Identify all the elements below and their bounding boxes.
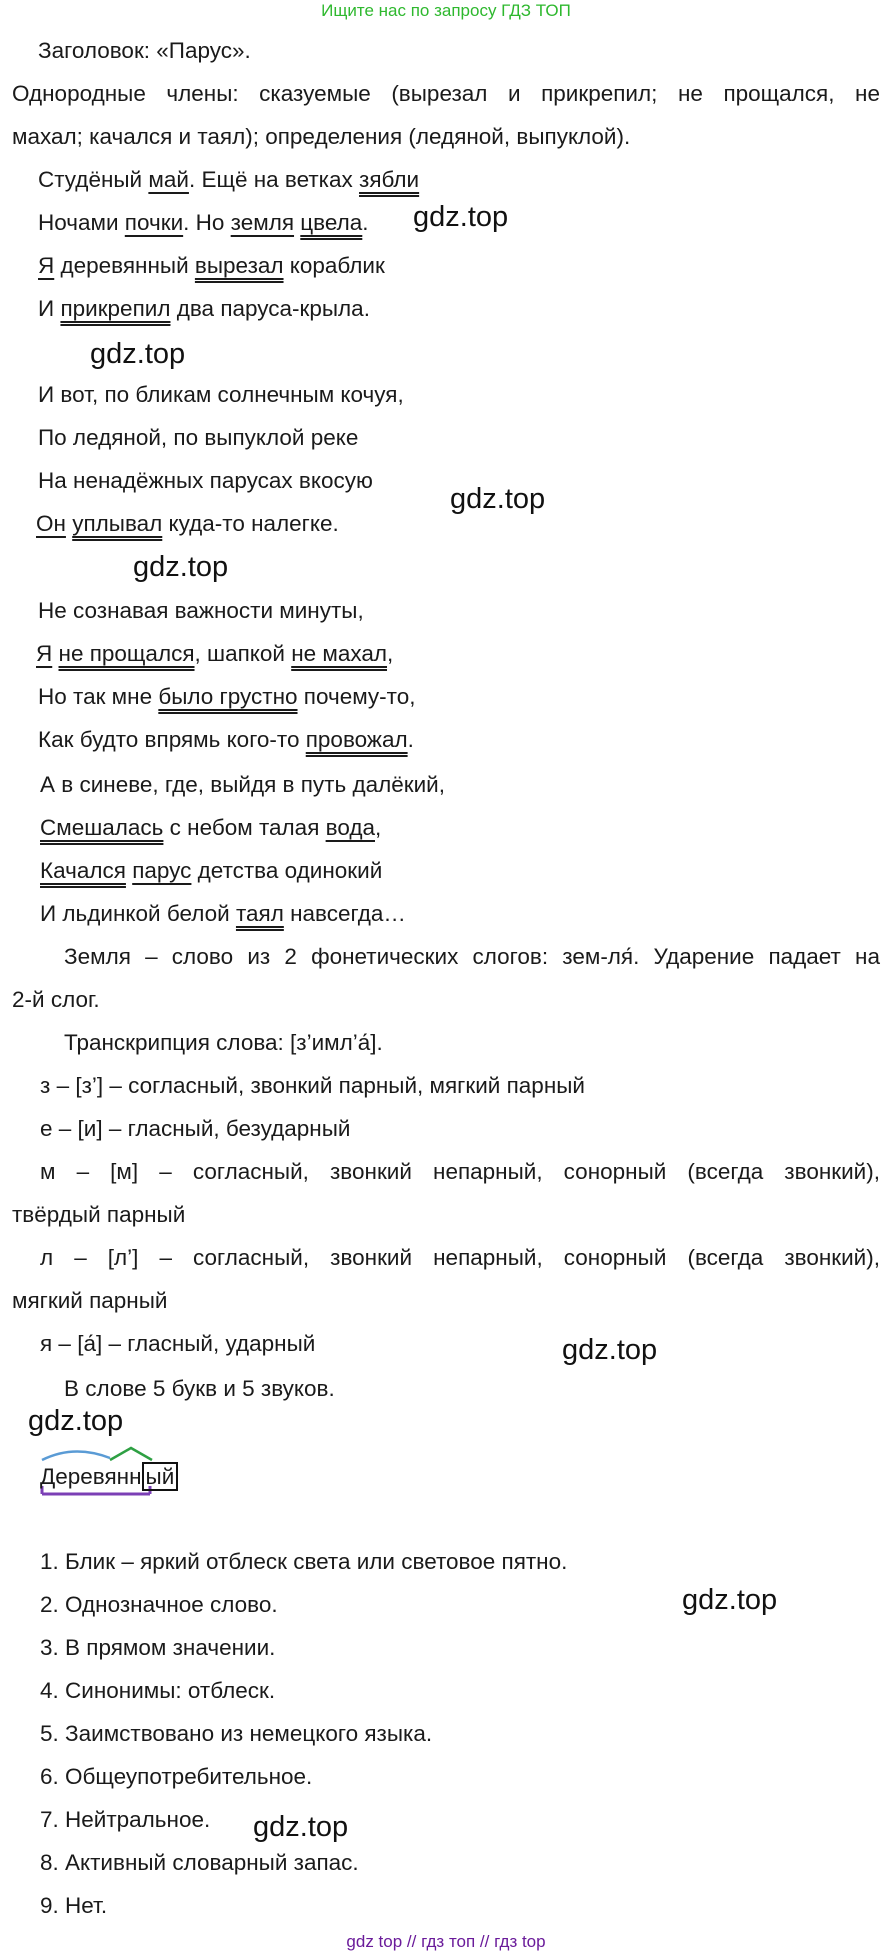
predicate-word: зябли [359, 167, 420, 192]
text: Ночами [38, 210, 125, 235]
poem-line-2 [38, 208, 369, 238]
predicate-word: не махал [291, 641, 388, 666]
suffix-mark [110, 1448, 152, 1460]
predicate-word: прикрепил [60, 296, 171, 321]
watermark: gdz.top [253, 1811, 349, 1843]
poem-line-8 [36, 509, 339, 539]
text: , [387, 641, 394, 666]
sound-z: з – [з’] – согласный, звонкий парный, мягкий парный [40, 1073, 585, 1098]
watermark: gdz.top [413, 201, 509, 233]
text: кораблик [283, 253, 385, 278]
lexical-item: 8. Активный словарный запас. [40, 1850, 359, 1875]
sound-m-cont: твёрдый парный [12, 1202, 186, 1227]
poem-line-9: Не сознавая важности минуты, [38, 598, 364, 623]
text: . Но [183, 210, 231, 235]
subject-word: парус [132, 858, 192, 883]
predicate-word: не прощался [58, 641, 195, 666]
poem-line-4 [38, 294, 370, 324]
poem-line-1 [38, 165, 419, 195]
subject-word: Я [36, 641, 53, 666]
phonetic-line-1: Земля – слово из 2 фонетических слогов: зем-ля́. Ударение падает на [64, 944, 880, 969]
predicate-word: таял [235, 901, 284, 926]
homogeneous-line-2: махал; качался и таял); определения (ледяной, выпуклой). [12, 124, 631, 149]
predicate-word: Качался [40, 858, 126, 883]
subject-word: Я [38, 253, 55, 278]
poem-line-10 [36, 639, 393, 669]
watermark: gdz.top [133, 551, 229, 583]
predicate-word: уплывал [72, 511, 163, 536]
poem-line-16 [40, 899, 406, 929]
text: И [38, 296, 61, 321]
text: Как будто впрямь кого-то [38, 727, 306, 752]
transcription-line: Транскрипция слова: [з’имл’а́]. [64, 1030, 383, 1055]
text: Но так мне [38, 684, 159, 709]
poem-line-6: По ледяной, по выпуклой реке [38, 425, 359, 450]
footer-links: gdz top // гдз топ // гдз top [346, 1932, 546, 1951]
lexical-item: 4. Синонимы: отблеск. [40, 1678, 276, 1703]
watermark: gdz.top [90, 338, 186, 370]
sound-l: л – [л’] – согласный, звонкий непарный, сонорный (всегда звонкий), [40, 1245, 880, 1270]
text: навсегда… [283, 901, 406, 926]
root-arc [42, 1451, 110, 1460]
lexical-item: 5. Заимствовано из немецкого языка. [40, 1721, 433, 1746]
lexical-item: 2. Однозначное слово. [40, 1592, 278, 1617]
text: с небом талая [163, 815, 326, 840]
poem-line-3 [38, 251, 385, 281]
text: детства одинокий [191, 858, 383, 883]
subject-word: земля [230, 210, 295, 235]
lexical-item: 6. Общеупотребительное. [40, 1764, 313, 1789]
poem-line-12 [38, 725, 414, 755]
watermark: gdz.top [682, 1584, 778, 1616]
text: деревянный [54, 253, 195, 278]
text: . [407, 727, 414, 752]
predicate-word: вырезал [194, 253, 284, 278]
sound-l-cont: мягкий парный [12, 1288, 168, 1313]
text: Студёный [38, 167, 149, 192]
poem-line-5: И вот, по бликам солнечным кочуя, [38, 382, 404, 407]
predicate-word: провожал [305, 727, 408, 752]
word-ending: ый [142, 1462, 179, 1491]
text: . Ещё на ветках [188, 167, 360, 192]
poem-line-7: На ненадёжных парусах вкосую [38, 468, 373, 493]
homogeneous-line-1: Однородные члены: сказуемые (вырезал и прикрепил; не прощался, не [12, 81, 880, 106]
word-stem: Деревянн [40, 1464, 142, 1489]
text: , [375, 815, 382, 840]
morpheme-word [40, 1462, 178, 1492]
text: куда-то налегке. [162, 511, 339, 536]
poem-line-11 [38, 682, 416, 712]
text: И льдинкой белой [40, 901, 236, 926]
subject-word: вода [325, 815, 375, 840]
subject-word: май [148, 167, 189, 192]
sound-m: м – [м] – согласный, звонкий непарный, сонорный (всегда звонкий), [40, 1159, 880, 1184]
lexical-item: 7. Нейтральное. [40, 1807, 211, 1832]
watermark: gdz.top [450, 483, 546, 515]
title-line: Заголовок: «Парус». [38, 38, 251, 63]
morphemic-parse [40, 1430, 200, 1500]
lexical-item: 3. В прямом значении. [40, 1635, 276, 1660]
watermark: gdz.top [562, 1334, 658, 1366]
poem-line-13: А в синеве, где, выйдя в путь далёкий, [40, 772, 445, 797]
text: . [362, 210, 369, 235]
poem-line-14 [40, 813, 381, 843]
text: почему-то, [297, 684, 416, 709]
predicate-word: цвела [300, 210, 363, 235]
lexical-item: 9. Нет. [40, 1893, 108, 1918]
sound-ya: я – [а́] – гласный, ударный [40, 1331, 316, 1356]
watermark: gdz.top [28, 1405, 124, 1437]
text: два паруса-крыла. [170, 296, 370, 321]
predicate-word: Смешалась [40, 815, 164, 840]
letters-sounds-count: В слове 5 букв и 5 звуков. [64, 1376, 335, 1401]
phonetic-line-2: 2-й слог. [12, 987, 100, 1012]
top-banner: Ищите нас по запросу ГДЗ ТОП [321, 1, 571, 20]
sound-e: е – [и] – гласный, безударный [40, 1116, 351, 1141]
predicate-word: было грустно [158, 684, 298, 709]
subject-word: почки [124, 210, 184, 235]
subject-word: Он [36, 511, 66, 536]
text: , шапкой [194, 641, 292, 666]
poem-line-15 [40, 856, 382, 886]
lexical-item: 1. Блик – яркий отблеск света или световое пятно. [40, 1549, 568, 1574]
